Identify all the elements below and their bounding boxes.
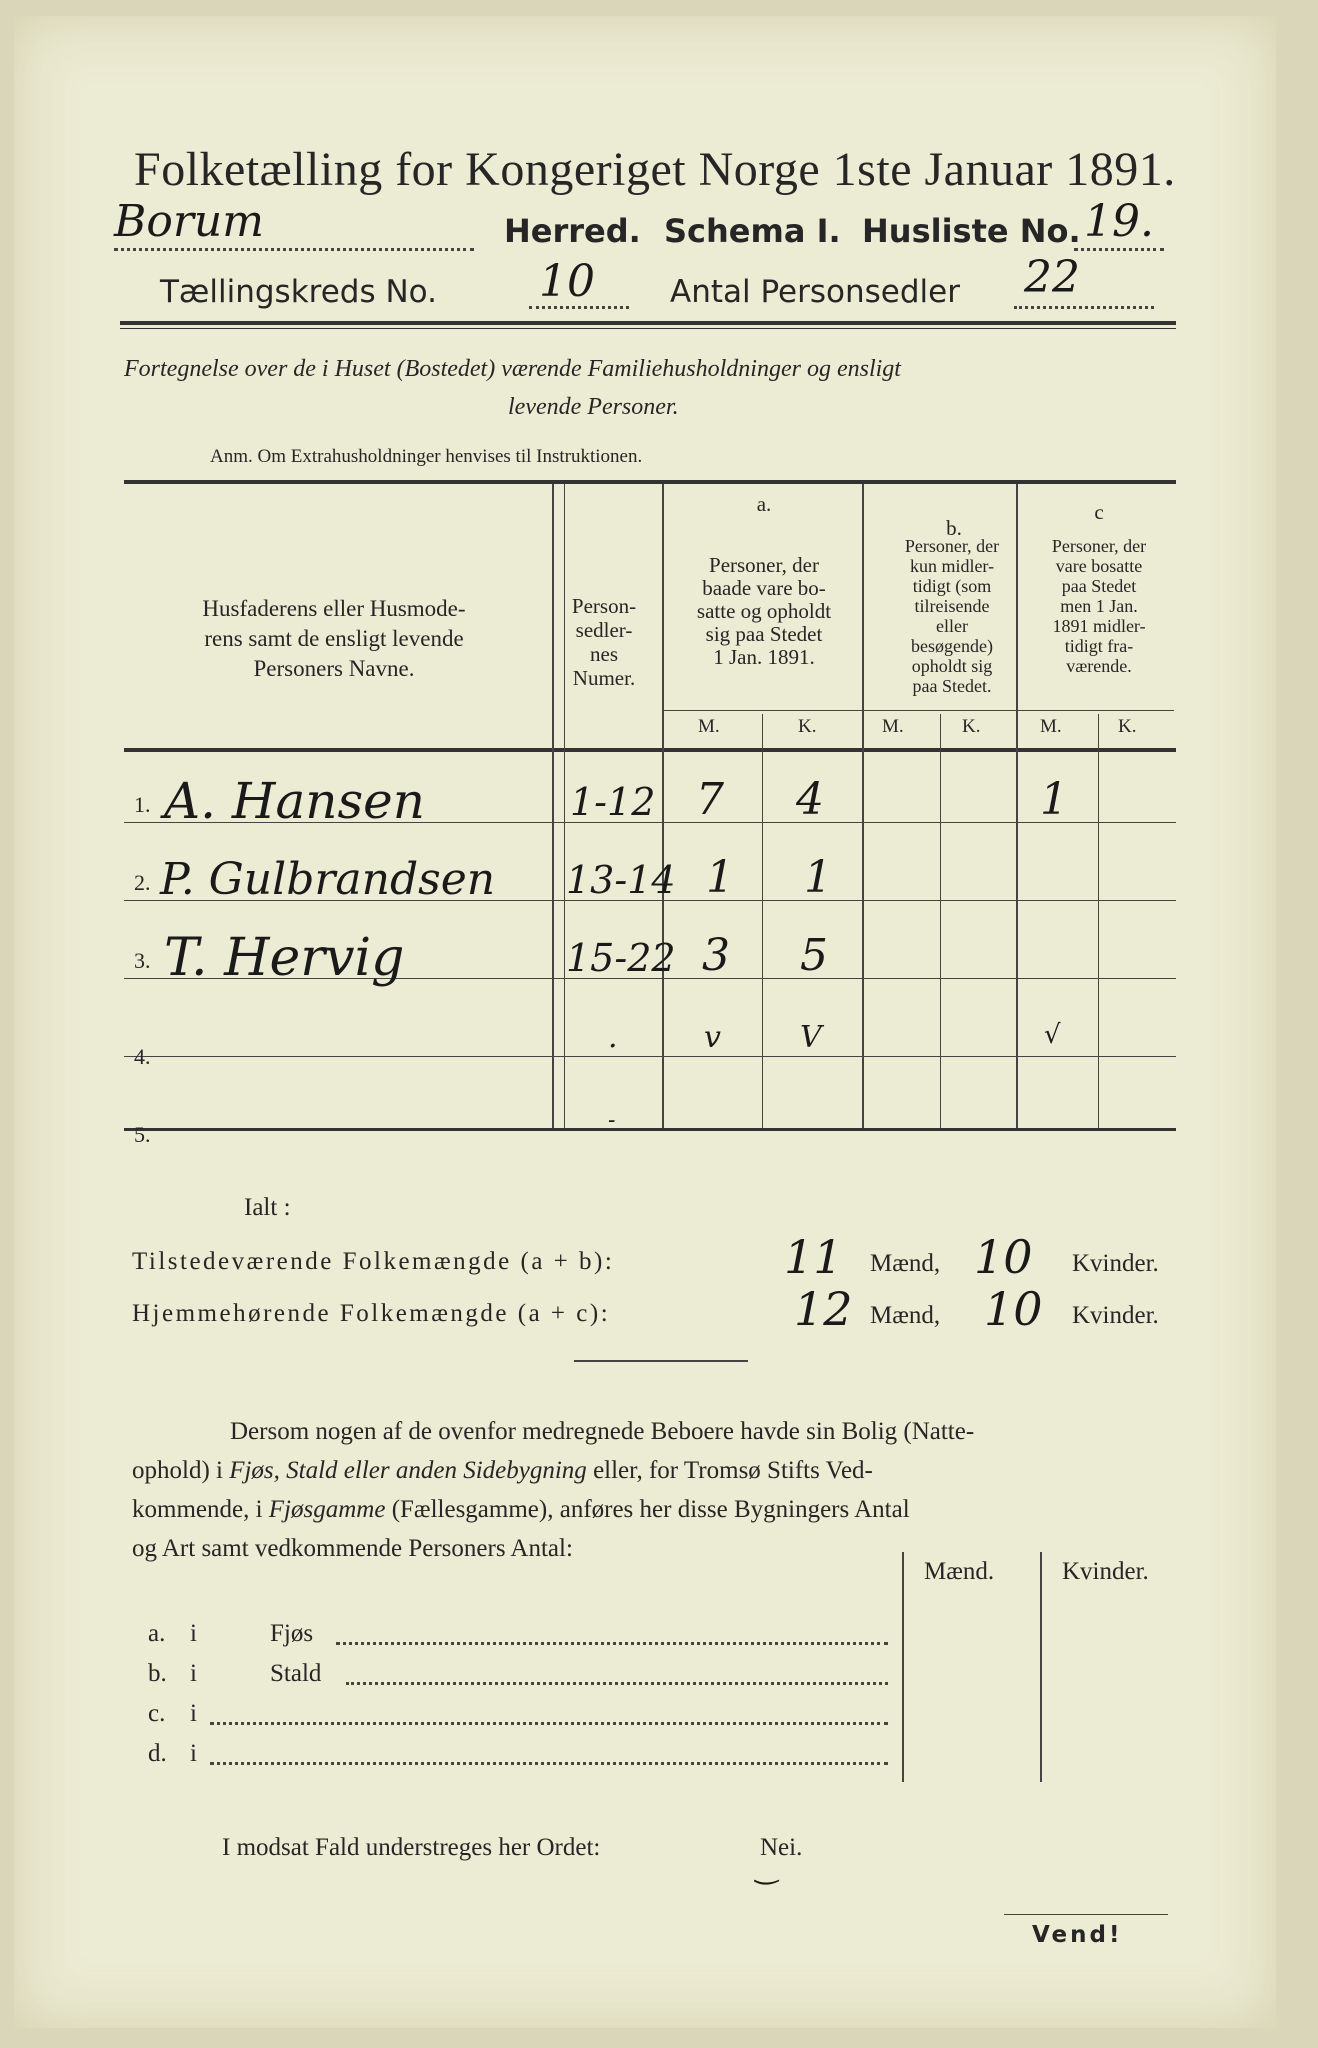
antal-value: 22 [1024,252,1080,303]
row-a-m: 1 [706,852,734,903]
col-sep-a-mk [762,714,763,1130]
schema-label: Schema I. [664,212,841,250]
row-name: T. Hervig [164,928,405,988]
form-title: Folketælling for Kongeriget Norge 1ste Januar 1891. [134,143,1176,196]
antal-label: Antal Personsedler [670,274,960,310]
hjemme-kvinder-value: 10 [984,1282,1043,1336]
table-bottom-rule [124,1128,1176,1131]
bolig-kvinder-col: Kvinder. [1062,1558,1149,1585]
kreds-label: Tællingskreds No. [160,274,437,310]
col-header-a-letter: a. [756,492,772,516]
bolig-maend-col: Mænd. [924,1558,995,1585]
header-rule-thin [120,328,1176,329]
row-numer: . [608,1020,618,1055]
row-a-m: 7 [696,774,724,825]
vend-label: Vend! [1032,1922,1123,1948]
nei-underline-stroke: ‿ [756,1852,779,1885]
col-header-c: Personer, der vare bosatte paa Stedet men 1 Jan. 1891 midler- tidigt fra- værende. [1051,536,1147,676]
b-m-label: M. [882,716,904,737]
bolig-col-sep-2 [1040,1552,1042,1782]
row-name: A. Hansen [164,772,425,830]
intro-line-2: levende Personer. [508,394,679,420]
col-sep-2 [662,484,664,1130]
hjemme-maend-value: 12 [794,1282,853,1336]
row-line-4 [124,1056,1176,1057]
husliste-value: 19. [1084,196,1154,247]
col-header-b-letter: b. [946,516,962,540]
a-k-label: K. [798,716,817,737]
hjemme-kvinder-label: Kvinder. [1072,1302,1159,1329]
row-numer: - [608,1108,616,1133]
intro-line-1: Fortegnelse over de i Huset (Bostedet) værende Familiehusholdninger og ensligt [124,356,901,382]
row-a-k: 5 [800,930,828,981]
hjemme-label: Hjemmehørende Folkemængde (a + c): [132,1300,611,1327]
section-divider [574,1360,748,1362]
table-top-rule [124,480,1176,484]
tilstede-maend-label: Mænd, [870,1250,941,1277]
tilstede-kvinder-value: 10 [974,1230,1033,1284]
col-sep-1 [552,484,554,1130]
mk-top-rule [664,710,1174,711]
col-header-names: Husfaderens eller Husmode- rens samt de ensligt levende Personers Navne. [202,596,466,681]
col-header-a: Personer, der baade vare bo- satte og opholdt sig paa Stedet 1 Jan. 1891. [696,553,832,669]
herred-dotted-line [114,248,474,251]
col-header-numer: Person- sedler- nes Numer. [571,594,637,690]
col-sep-b-mk [940,714,941,1130]
row-numer: 15-22 [566,936,676,980]
husliste-dotted-line [1074,248,1164,251]
col-sep-4 [1016,484,1018,1130]
nei-word: Nei. [760,1834,803,1861]
bolig-paragraph: Dersom nogen af de ovenfor medregnede Beboere havde sin Bolig (Natte- ophold) i Fjøs, Stald eller anden Sidebygning eller, for Tromsø Stifts Ved- kommende, i Fjøsgamme (Fællesgamme), anføres her disse Bygningers Antal og Art samt vedkommende Personers Antal: [132,1418,975,1562]
row-c-m: √ [1044,1020,1061,1050]
b-k-label: K. [962,716,981,737]
modsat-text: I modsat Fald understreges her Ordet: [222,1834,601,1861]
row-a-m: 3 [702,930,730,981]
a-m-label: M. [698,716,720,737]
row-a-m: v [704,1020,721,1055]
col-header-c-letter: c [1094,500,1104,524]
herred-label: Herred. [504,212,641,250]
header-rule [120,321,1176,325]
tilstede-kvinder-label: Kvinder. [1072,1250,1159,1277]
antal-dotted-line [1014,306,1154,309]
vend-rule [1004,1914,1168,1915]
col-header-b: Personer, der kun midler- tidigt (som tilreisende eller besøgende) opholdt sig paa Stedet. [904,536,1000,696]
kreds-dotted-line [529,306,629,309]
bolig-col-sep-1 [902,1552,904,1782]
row-a-k: 1 [804,852,832,903]
row-numer: 13-14 [566,858,676,902]
herred-value: Borum [114,196,264,247]
header-bottom-rule [124,748,1176,752]
row-a-k: V [800,1020,822,1055]
row-c-m: 1 [1040,774,1068,825]
kreds-value: 10 [539,256,595,307]
c-m-label: M. [1040,716,1062,737]
census-form-page: Folketælling for Kongeriget Norge 1ste Januar 1891. Borum Herred. Schema I. Husliste No. 19. Tællingskreds No. 10 Antal Personsedler 22 Fortegnelse over de i Huset (Bostedet) værende Familiehusholdninger og ensligt levende Personer. Anm. Om Extrahusholdninger henvises til Instruktionen. Husfaderens eller Husmode- rens samt de ensligt levende Personers Navne. Person- sedler- nes Numer. a. Personer, der baade vare bo- satte og opholdt sig paa Stedet 1 Jan. 1891. b. Personer, der kun midler- tidigt (som tilreisende eller besøgende) opholdt sig paa Stedet. c Personer, der vare bosatte paa Stedet men 1 Jan. 1891 midler- tidigt fra- værende. M. K. M. K. M. K. 1. A. Hansen 1-12 7 4 1 2. P. Gulbrandsen 13-14 1 1 3. T. Hervig 15-22 3 5 4. . v V √ 5. - Ialt : Tilstedeværende Folkemængde (a + b): 11 Mænd, 10 Kvinder. Hjemmehørende Folkemængde (a + c): 12 Mænd, 10 Kvinder. Dersom nogen af de ovenfor medregnede Beboere havde sin Bolig (Natte- ophold) i Fjøs, Stald eller anden Sidebygning eller, for Tromsø Stifts Ved- kommende, i Fjøsgamme (Fællesgamme), anføres her disse Bygningers Antal og Art samt vedkommende Personers Antal: Mænd. Kvinder. a. i Fjøs b. i Stald c. i d. i I modsat Fald understreges her Ordet: Nei. ‿ Vend! [14,16,1276,2028]
ialt-label: Ialt : [244,1194,291,1221]
row-numer: 1-12 [570,780,656,824]
tilstede-maend-value: 11 [784,1230,843,1284]
c-k-label: K. [1118,716,1137,737]
col-sep-1b [564,484,565,1130]
row-name: P. Gulbrandsen [160,854,496,905]
tilstede-label: Tilstedeværende Folkemængde (a + b): [132,1248,615,1275]
anm-note: Anm. Om Extrahusholdninger henvises til Instruktionen. [210,446,643,467]
hjemme-maend-label: Mænd, [870,1302,941,1329]
row-a-k: 4 [796,774,824,825]
husliste-label: Husliste No. [862,212,1081,250]
col-sep-3 [862,484,864,1130]
col-sep-c-mk [1098,714,1099,1130]
